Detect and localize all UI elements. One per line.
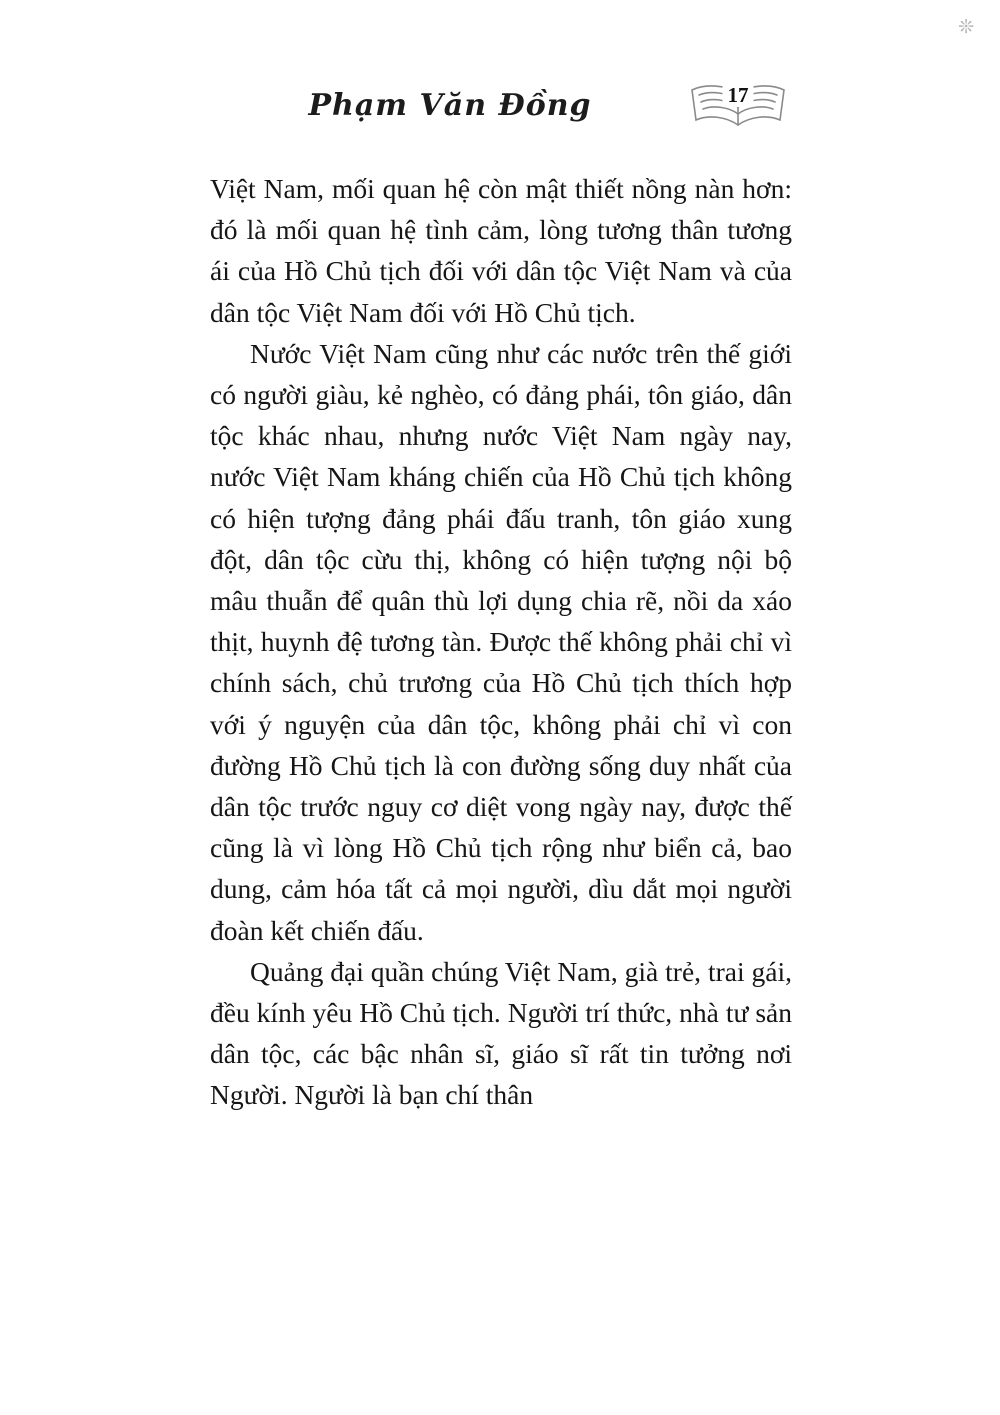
paragraph: Nước Việt Nam cũng như các nước trên thế giới có người giàu, kẻ nghèo, có đảng phái, tôn giáo, dân tộc khác nhau, nhưng nước Việt Nam ngày nay, nước Việt Nam kháng chiến của Hồ Chủ tịch không có hiện tượng đảng phái đấu tranh, tôn giáo xung đột, dân tộc cừu thị, không có hiện tượng nội bộ mâu thuẫn để quân thù lợi dụng chia rẽ, nồi da xáo thịt, huynh đệ tương tàn. Được thế không phải chỉ vì chính sách, chủ trương của Hồ Chủ tịch thích hợp với ý nguyện của dân tộc, không phải chỉ vì con đường Hồ Chủ tịch là con đường sống duy nhất của dân tộc trước nguy cơ diệt vong ngày nay, được thế cũng là vì lòng Hồ Chủ tịch rộng như biển cả, bao dung, cảm hóa tất cả mọi người, dìu dắt mọi người đoàn kết chiến đấu. <box>210 337 792 946</box>
page-number-ornament <box>688 82 788 134</box>
page-number: 17 <box>723 84 754 107</box>
body-text <box>210 168 792 1116</box>
corner-ornament-icon: ❊ <box>958 17 974 38</box>
paragraph: Quảng đại quần chúng Việt Nam, già trẻ, trai gái, đều kính yêu Hồ Chủ tịch. Người trí thức, nhà tư sản dân tộc, các bậc nhân sĩ, giáo sĩ rất tin tưởng nơi Người. Người là bạn chí thân <box>210 955 792 1111</box>
running-header <box>210 88 690 123</box>
author-name: Phạm Văn Đồng <box>308 88 592 123</box>
paragraph: Việt Nam, mối quan hệ còn mật thiết nồng nàn hơn: đó là mối quan hệ tình cảm, lòng tương thân tương ái của Hồ Chủ tịch đối với dân tộc Việt Nam và của dân tộc Việt Nam đối với Hồ Chủ tịch. <box>210 173 792 328</box>
